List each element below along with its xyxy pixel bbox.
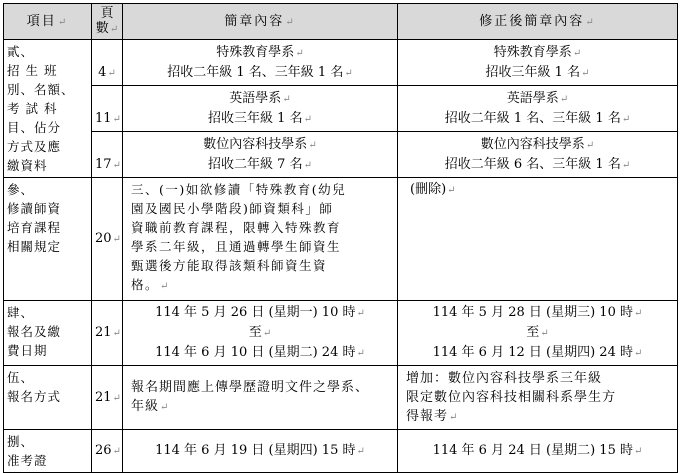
original-content: 114 年 6 月 19 日 (星期四) 15 時↵ (123, 430, 398, 473)
revised-content: 英語學系↵ 招收二年級 1 名、三年級 1 名↵ (398, 86, 678, 132)
row-item-label: 參、 修讀師資 培育課程 相關規定 (4, 178, 92, 301)
page-number: 11↵ (92, 86, 123, 132)
row-item-label: 肆、 報名及繳 費日期 (4, 301, 92, 366)
revised-content: 數位內容科技學系↵ 招收二年級 6 名、三年級 1 名↵ (398, 132, 678, 178)
row-item-label: 捌、 准考證 (4, 430, 92, 473)
row-item-label: 貳、 招 生 班 別、名額、 考 試 科 目、佔分 方式及應 繳資料 (4, 40, 92, 178)
header-pages: 頁數↵ (92, 4, 123, 40)
table-row (4, 366, 678, 430)
original-content: 三、(一)如欲修讀「特殊教育(幼兒 園及國民小學階段)師資類科」師 資職前教育課程，限轉入特殊教育 學系二年級，且通過轉學生師資生 甄選後方能取得該類科師資生資 格。↵ (123, 178, 398, 301)
page-number: 21↵ (92, 366, 123, 430)
table-row (4, 132, 678, 178)
original-content: 特殊教育學系↵ 招收二年級 1 名、三年級 1 名↵ (123, 40, 398, 86)
table-row (4, 86, 678, 132)
page-number: 20↵ (92, 178, 123, 301)
header-revised: 修正後簡章內容↵ (398, 4, 678, 40)
table-header-row (4, 4, 678, 40)
page-number: 4↵ (92, 40, 123, 86)
original-content: 數位內容科技學系↵ 招收二年級 7 名↵ (123, 132, 398, 178)
page-number: 26↵ (92, 430, 123, 473)
revised-content: 114 年 5 月 28 日 (星期三) 10 時↵ 至↵ 114 年 6 月 12 日 (星期四) 24 時↵ (398, 301, 678, 366)
table-row (4, 178, 678, 301)
original-content: 114 年 5 月 26 日 (星期一) 10 時↵ 至↵ 114 年 6 月 10 日 (星期二) 24 時↵ (123, 301, 398, 366)
row-item-label: 伍、 報名方式 (4, 366, 92, 430)
revised-content: 114 年 6 月 24 日 (星期二) 15 時↵ (398, 430, 678, 473)
page-number: 21↵ (92, 301, 123, 366)
table-row (4, 301, 678, 366)
revised-content: (刪除)↵ (398, 178, 678, 301)
revised-content: 增加：數位內容科技學系三年級 限定數位內容科技相關科系學生方 得報考↵ (398, 366, 678, 430)
header-original: 簡章內容↵ (123, 4, 398, 40)
table-row (4, 430, 678, 473)
revised-content: 特殊教育學系↵ 招收三年級 1 名↵ (398, 40, 678, 86)
original-content: 報名期間應上傳學歷證明文件之學系、 年級↵ (123, 366, 398, 430)
header-item: 項目↵ (4, 4, 92, 40)
original-content: 英語學系↵ 招收三年級 1 名↵ (123, 86, 398, 132)
page-number: 17↵ (92, 132, 123, 178)
table-row (4, 40, 678, 86)
amendment-table (3, 3, 678, 473)
